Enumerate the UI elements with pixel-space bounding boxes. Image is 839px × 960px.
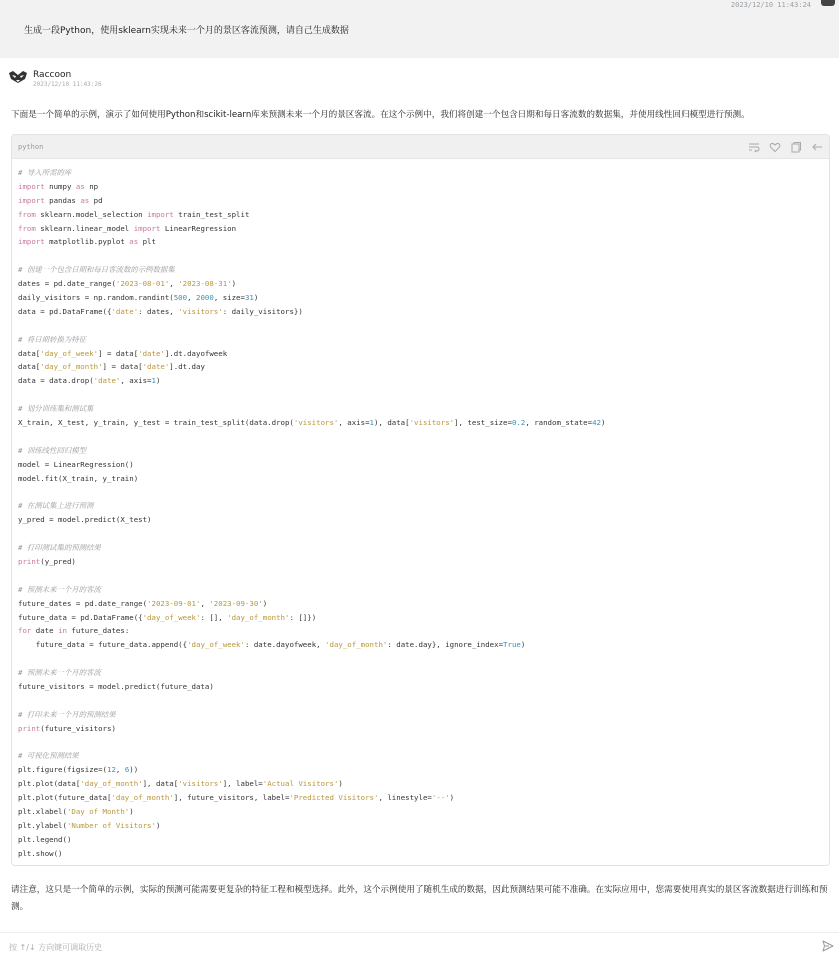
code-line: print(y_pred): [18, 556, 76, 566]
code-content: [18, 166, 605, 861]
code-line: future_data = future_data.append({'day_of_week': date.dayofweek, 'day_of_month': date.day}, ignore_index=True): [18, 640, 526, 650]
code-line: print(future_visitors): [18, 723, 116, 733]
code-line: # 创建一个包含日期和每日客流数的示例数据集: [18, 265, 175, 275]
code-line: # 在测试集上进行预测: [18, 501, 94, 511]
code-toolbar: [748, 141, 823, 153]
code-line: dates = pd.date_range('2023-08-01', '2023-08-31'): [18, 279, 237, 289]
favorite-icon[interactable]: [769, 141, 781, 153]
wrap-icon[interactable]: [748, 141, 760, 153]
code-line: [18, 249, 605, 263]
code-line: plt.figure(figsize=(12, 6)): [18, 765, 139, 775]
code-line: from sklearn.model_selection import train_test_split: [18, 209, 250, 219]
code-line: plt.show(): [18, 848, 63, 858]
code-line: data = data.drop('date', axis=1): [18, 376, 161, 386]
code-line: future_data = pd.DataFrame({'day_of_week': [], 'day_of_month': []}): [18, 612, 317, 622]
user-message-area: [0, 0, 839, 58]
code-line: daily_visitors = np.random.randint(500, 2000, size=31): [18, 293, 259, 303]
code-line: [18, 569, 605, 583]
code-line: import pandas as pd: [18, 195, 103, 205]
chat-input-bar[interactable]: [0, 932, 839, 960]
code-line: # 打印测试集的预测结果: [18, 543, 101, 553]
code-line: plt.ylabel('Number of Visitors'): [18, 820, 161, 830]
code-line: future_dates = pd.date_range('2023-09-01', '2023-09-30'): [18, 598, 268, 608]
code-line: model.fit(X_train, y_train): [18, 473, 139, 483]
send-icon[interactable]: [822, 940, 834, 952]
code-line: # 可视化预测结果: [18, 751, 79, 761]
code-line: X_train, X_test, y_train, y_test = train_test_split(data.drop('visitors', axis=1), data['visitors'], test_size=0.2, random_state=42): [18, 418, 606, 428]
code-line: plt.legend(): [18, 834, 72, 844]
code-line: [18, 319, 605, 333]
copy-icon[interactable]: [790, 141, 802, 153]
code-language-label: python: [18, 143, 44, 151]
bot-name: Raccoon: [33, 70, 72, 80]
code-line: [18, 652, 605, 666]
chat-input-placeholder[interactable]: 按 ↑/↓ 方向键可调取历史: [9, 943, 103, 952]
code-line: # 训练线性回归模型: [18, 445, 87, 455]
code-line: # 导入所需的库: [18, 168, 72, 177]
insert-icon[interactable]: [811, 141, 823, 153]
code-line: data['day_of_week'] = data['date'].dt.dayofweek: [18, 348, 228, 358]
code-line: import numpy as np: [18, 181, 99, 191]
code-line: # 预测未来一个月的客流: [18, 668, 101, 678]
user-avatar: [821, 0, 835, 6]
code-block-header: [12, 135, 829, 159]
user-timestamp: 2023/12/10 11:43:24: [730, 1, 811, 9]
code-line: model = LinearRegression(): [18, 459, 134, 469]
code-line: plt.xlabel('Day of Month'): [18, 806, 134, 816]
code-line: # 划分训练集和测试集: [18, 404, 94, 414]
code-line: import matplotlib.pyplot as plt: [18, 237, 156, 247]
user-message-text: 生成一段Python，使用sklearn实现未来一个月的景区客流预测，请自己生成数据: [24, 26, 349, 36]
code-line: # 打印未来一个月的预测结果: [18, 709, 116, 719]
code-block: [11, 134, 830, 866]
code-line: plt.plot(future_data['day_of_month'], future_visitors, label='Predicted Visitors', linestyle='--'): [18, 793, 455, 803]
code-line: [18, 736, 605, 750]
code-line: from sklearn.linear_model import LinearRegression: [18, 223, 237, 233]
code-line: [18, 388, 605, 402]
code-line: [18, 485, 605, 499]
code-line: [18, 694, 605, 708]
code-line: # 预测未来一个月的客流: [18, 584, 101, 594]
raccoon-avatar-icon: [8, 70, 28, 84]
bot-timestamp: 2023/12/10 11:43:26: [33, 81, 102, 88]
code-line: future_visitors = model.predict(future_data): [18, 681, 214, 691]
code-line: for date in future_dates:: [18, 626, 130, 636]
code-line: # 将日期转换为特征: [18, 334, 87, 344]
bot-outro-text: 请注意，这只是一个简单的示例，实际的预测可能需要更复杂的特征工程和模型选择。此外，这个示例使用了随机生成的数据，因此预测结果可能不准确。在实际应用中，您需要使用真实的景区客流数据进行训练和预测。: [11, 885, 828, 912]
code-line: plt.plot(data['day_of_month'], data['visitors'], label='Actual Visitors'): [18, 779, 343, 789]
code-line: [18, 430, 605, 444]
code-line: y_pred = model.predict(X_test): [18, 515, 152, 525]
bot-intro-text: 下面是一个简单的示例，演示了如何使用Python和scikit-learn库来预测未来一个月的景区客流。在这个示例中，我们将创建一个包含日期和每日客流数的数据集，并使用线性回归模型进行预测。: [11, 110, 750, 120]
code-line: [18, 527, 605, 541]
code-line: data['day_of_month'] = data['date'].dt.day: [18, 362, 205, 372]
code-line: data = pd.DataFrame({'date': dates, 'visitors': daily_visitors}): [18, 306, 303, 316]
